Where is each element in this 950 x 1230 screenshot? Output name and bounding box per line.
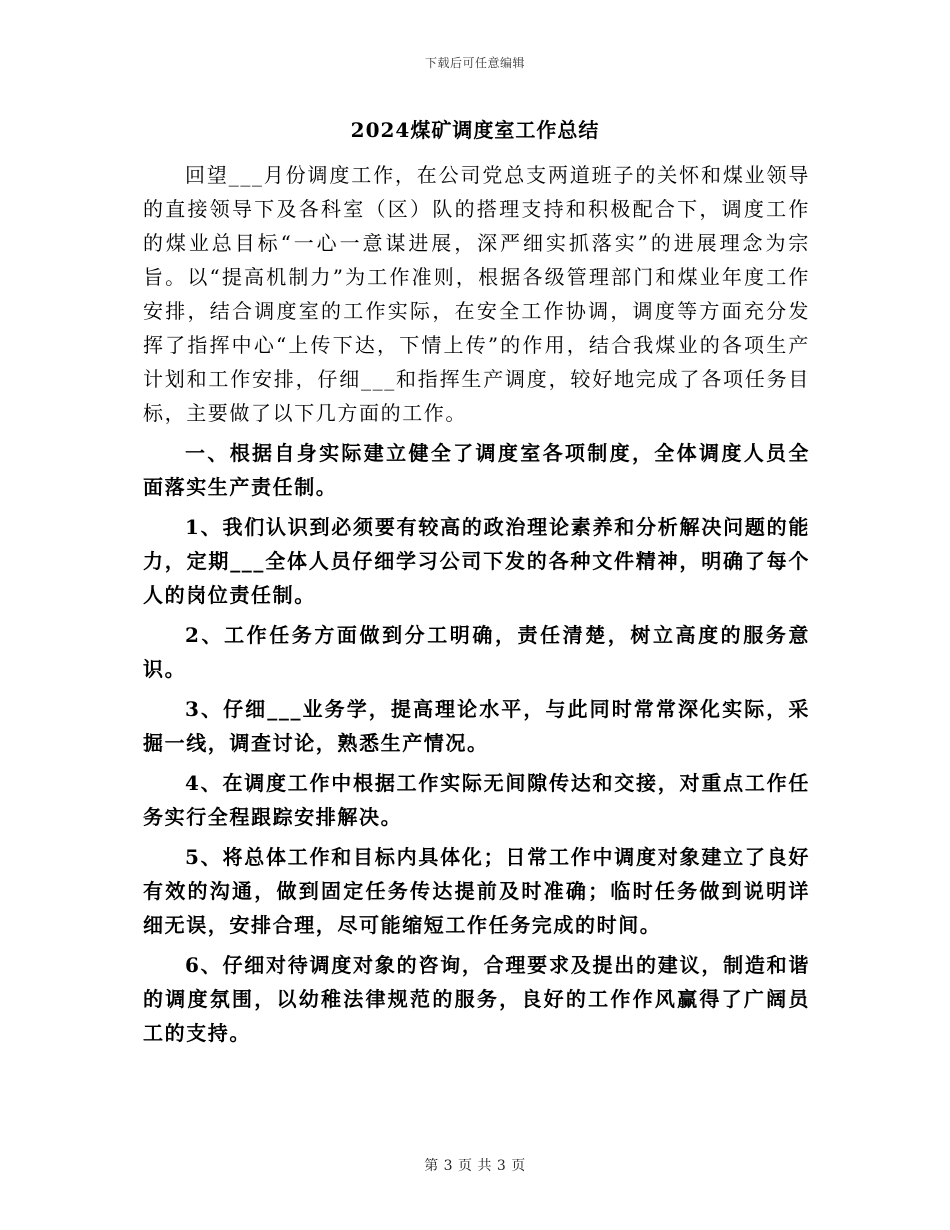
document-title: 2024煤矿调度室工作总结 [350,118,600,142]
list-item-4: 4、在调度工作中根据工作实际无间隙传达和交接，对重点工作任务实行全程跟踪安排解决。 [143,771,810,829]
intro-paragraph: 回望___月份调度工作，在公司党总支两道班子的关怀和煤业领导的直接领导下及各科室（区）队的搭理支持和积极配合下，调度工作的煤业总目标“一心一意谋进展，深严细实抓落实”的进展理念为宗旨。以“提高机制力”为工作准则，根据各级管理部门和煤业年度工作安排，结合调度室的工作实际，在安全工作协调，调度等方面充分发挥了指挥中心“上传下达，下情上传”的作用，结合我煤业的各项生产计划和工作安排，仔细___和指挥生产调度，较好地完成了各项任务目标，主要做了以下几方面的工作。 [143,163,810,425]
page-number-footer: 第 3 页 共 3 页 [424,1158,526,1174]
document-body [143,158,810,1050]
list-item-5: 5、将总体工作和目标内具体化；日常工作中调度对象建立了良好有效的沟通，做到固定任务传达提前及时准确；临时任务做到说明详细无误，安排合理，尽可能缩短工作任务完成的时间。 [143,845,810,937]
list-item-1: 1、我们认识到必须要有较高的政治理论素养和分析解决问题的能力，定期___全体人员仔细学习公司下发的各种文件精神，明确了每个人的岗位责任制。 [143,515,810,607]
list-item-6: 6、仔细对待调度对象的咨询，合理要求及提出的建议，制造和谐的调度氛围，以幼稚法律规范的服务，良好的工作作风赢得了广阔员工的支持。 [143,953,810,1045]
page-header-note: 下载后可任意编辑 [424,56,525,70]
list-item-2: 2、工作任务方面做到分工明确，责任清楚，树立高度的服务意识。 [143,623,810,681]
list-item-3: 3、仔细___业务学，提高理论水平，与此同时常常深化实际，采掘一线，调查讨论，熟悉生产情况。 [143,697,810,755]
section-heading-1: 一、根据自身实际建立健全了调度室各项制度，全体调度人员全面落实生产责任制。 [143,441,810,499]
